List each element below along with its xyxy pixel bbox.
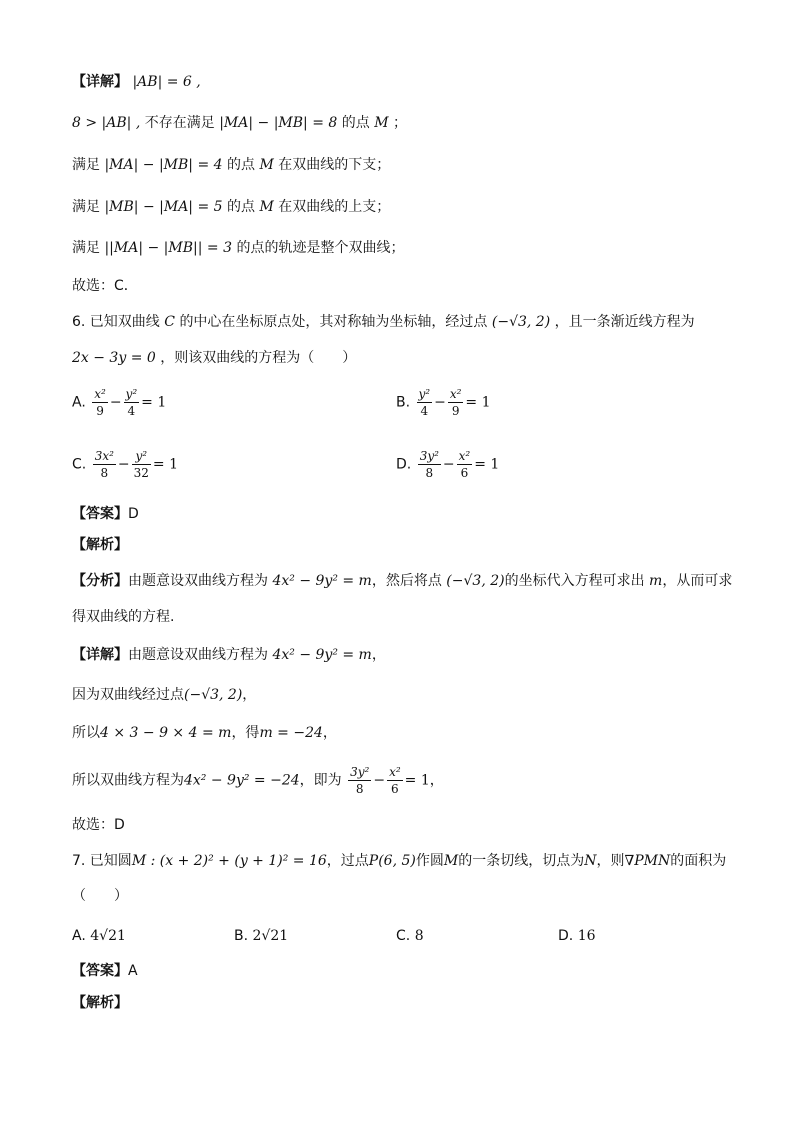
text: 6. 已知双曲线 [72,314,160,330]
text: 的点的轨迹是整个双曲线； [236,240,405,256]
text: 由题意设双曲线方程为 [128,647,268,663]
math: P(6, 5) [368,853,416,869]
q6-detail-line-3 [72,723,337,743]
text: 满足 [72,157,100,173]
math: N [584,853,597,869]
q6-analysis-heading: 【解析】 [72,537,128,553]
q7-paren: （ ） [72,888,128,904]
math: |MA| − |MB| = 4 [104,157,223,173]
math: 4x² − 9y² = m [272,647,372,663]
option-value: 8 [414,928,424,944]
option-label: C. [396,928,411,944]
option-label: A. [72,394,86,411]
fraction: $\frac{\text{3y²}}{8}$ [419,449,439,480]
fraction: $\frac{\text{3x²}}{8}$ [94,449,114,480]
q6-detail-line-1 [72,645,386,665]
answer-heading: 【答案】 [72,506,128,522]
text: 的点 [227,157,256,173]
option-label: B. [396,394,411,411]
option-label: B. [234,928,249,944]
math: M [443,853,459,869]
fraction: $\frac{\text{x²}}{6}$ [458,449,471,480]
text: 因为双曲线经过点 [72,687,184,703]
q6-detail-line-4: 所以双曲线方程为4x² − 9y² = −24，即为 $\frac{\text{3y²}}{8}$ − $\frac{\text{x²}}{6}$ = 1， [72,765,444,796]
q7-analysis-heading: 【解析】 [72,995,128,1011]
answer-heading: 【答案】 [72,963,128,979]
text: 在双曲线的上支； [278,199,391,215]
option-label: A. [72,928,86,944]
q7-option-d [558,926,596,946]
math: |MA| − |MB| = 8 [219,115,338,131]
fraction: $\frac{\text{x²}}{6}$ [389,765,401,796]
fraction: $\frac{\text{y²}}{4}$ [125,387,138,418]
choice-line: 故选：C． [72,278,138,294]
option-label: D. [558,928,574,944]
option-label: C. [72,456,87,473]
q6-stem-line-1 [72,312,695,332]
q7-option-a [72,926,126,946]
analysis-heading: 【分析】 [72,573,128,589]
text: 的中心在坐标原点处，其对称轴为坐标轴，经过点 [179,314,488,330]
text: 由题意设双曲线方程为 [128,573,268,589]
math-ab: |AB| = 6 , [132,74,201,90]
detail-line-4 [72,197,390,217]
detail-heading: 【详解】 [72,74,128,90]
math: 8 > |AB| , [72,115,141,131]
answer-value: A [128,963,138,979]
q6-detail-line-2 [72,685,256,705]
option-value: 4√21 [90,928,126,944]
fraction: $\frac{\text{x²}}{9}$ [449,387,462,418]
text: ，从而可求 [662,573,733,589]
math: C [164,314,175,330]
text: ，然后将点 [371,573,442,589]
detail-line-2 [72,113,407,133]
q6-option-d: D. $\frac{\text{3y²}}{8}$ − $\frac{\text{x²}}{6}$ = 1 [396,449,500,480]
q7-option-b [234,926,288,946]
math: |MB| − |MA| = 5 [104,199,223,215]
text: 的一条切线，切点为 [458,853,585,869]
text: ， [322,725,337,741]
math: m = −24 [259,725,323,741]
math: M [259,157,274,173]
math-point: (−√3, 2) [446,573,505,589]
text: ， [429,772,444,789]
math: M [374,115,389,131]
text: 的点 [227,199,256,215]
q6-option-a: A. $\frac{\text{x²}}{9}$ − $\frac{\text{y²}}{4}$ = 1 [72,387,167,418]
text: 满足 [72,240,100,256]
text: ，则 [596,853,625,869]
fraction: $\frac{\text{y²}}{4}$ [418,387,431,418]
answer-value: D [128,506,139,522]
q6-stem-line-2 [72,348,356,368]
math: ∇PMN [624,853,671,869]
text: ，即为 [299,772,342,789]
text: 所以 [72,725,100,741]
detail-heading: 【详解】 [72,647,128,663]
detail-line-3 [72,155,390,175]
text: 的点 [341,115,370,131]
q7-stem-line-1 [72,851,726,871]
detail-line-1 [72,72,201,92]
math: 4x² − 9y² = −24 [184,772,300,789]
text: 作圆 [415,853,444,869]
text: ，则该双曲线的方程为（ ） [160,350,357,366]
text: 在双曲线的下支； [278,157,391,173]
q7-answer-line [72,961,138,981]
text: 不存在满足 [144,115,215,131]
text: ，且一条渐近线方程为 [554,314,695,330]
text: 所以双曲线方程为 [72,772,184,789]
q7-option-c [396,926,424,946]
fraction: $\frac{\text{y²}}{32}$ [133,449,149,480]
math: 2x − 3y = 0 [72,350,156,366]
text: ，得 [231,725,260,741]
fraction: $\frac{\text{x²}}{9}$ [94,387,106,418]
math-point: (−√3, 2) [184,687,243,703]
q6-end-line: 故选：D [72,817,125,833]
q6-analysis-line-1 [72,571,732,591]
text: 7. 已知圆 [72,853,132,869]
text: 的坐标代入方程可求出 [504,573,645,589]
q6-analysis-line-2: 得双曲线的方程. [72,609,175,625]
math: 4x² − 9y² = m [272,573,372,589]
text: ， [371,647,386,663]
q6-option-c: C. $\frac{\text{3x²}}{8}$ − $\frac{\text{y²}}{32}$ = 1 [72,449,179,480]
text: 的面积为 [670,853,727,869]
option-value: 16 [577,928,596,944]
text: ，过点 [326,853,369,869]
option-value: 2√21 [252,928,289,944]
q6-option-b: B. $\frac{\text{y²}}{4}$ − $\frac{\text{x²}}{9}$ = 1 [396,387,491,418]
text: 满足 [72,199,100,215]
text: ， [242,687,257,703]
q6-answer-line [72,504,139,524]
fraction: $\frac{\text{3y²}}{8}$ [350,765,370,796]
math: ||MA| − |MB|| = 3 [104,240,232,256]
math: m [649,573,663,589]
math: M [259,199,274,215]
option-label: D. [396,456,412,473]
math-point: (−√3, 2) [491,314,551,330]
text: ； [393,115,407,131]
math: 4 × 3 − 9 × 4 = m [100,725,232,741]
detail-line-5 [72,238,404,258]
math: M : (x + 2)² + (y + 1)² = 16 [131,853,327,869]
